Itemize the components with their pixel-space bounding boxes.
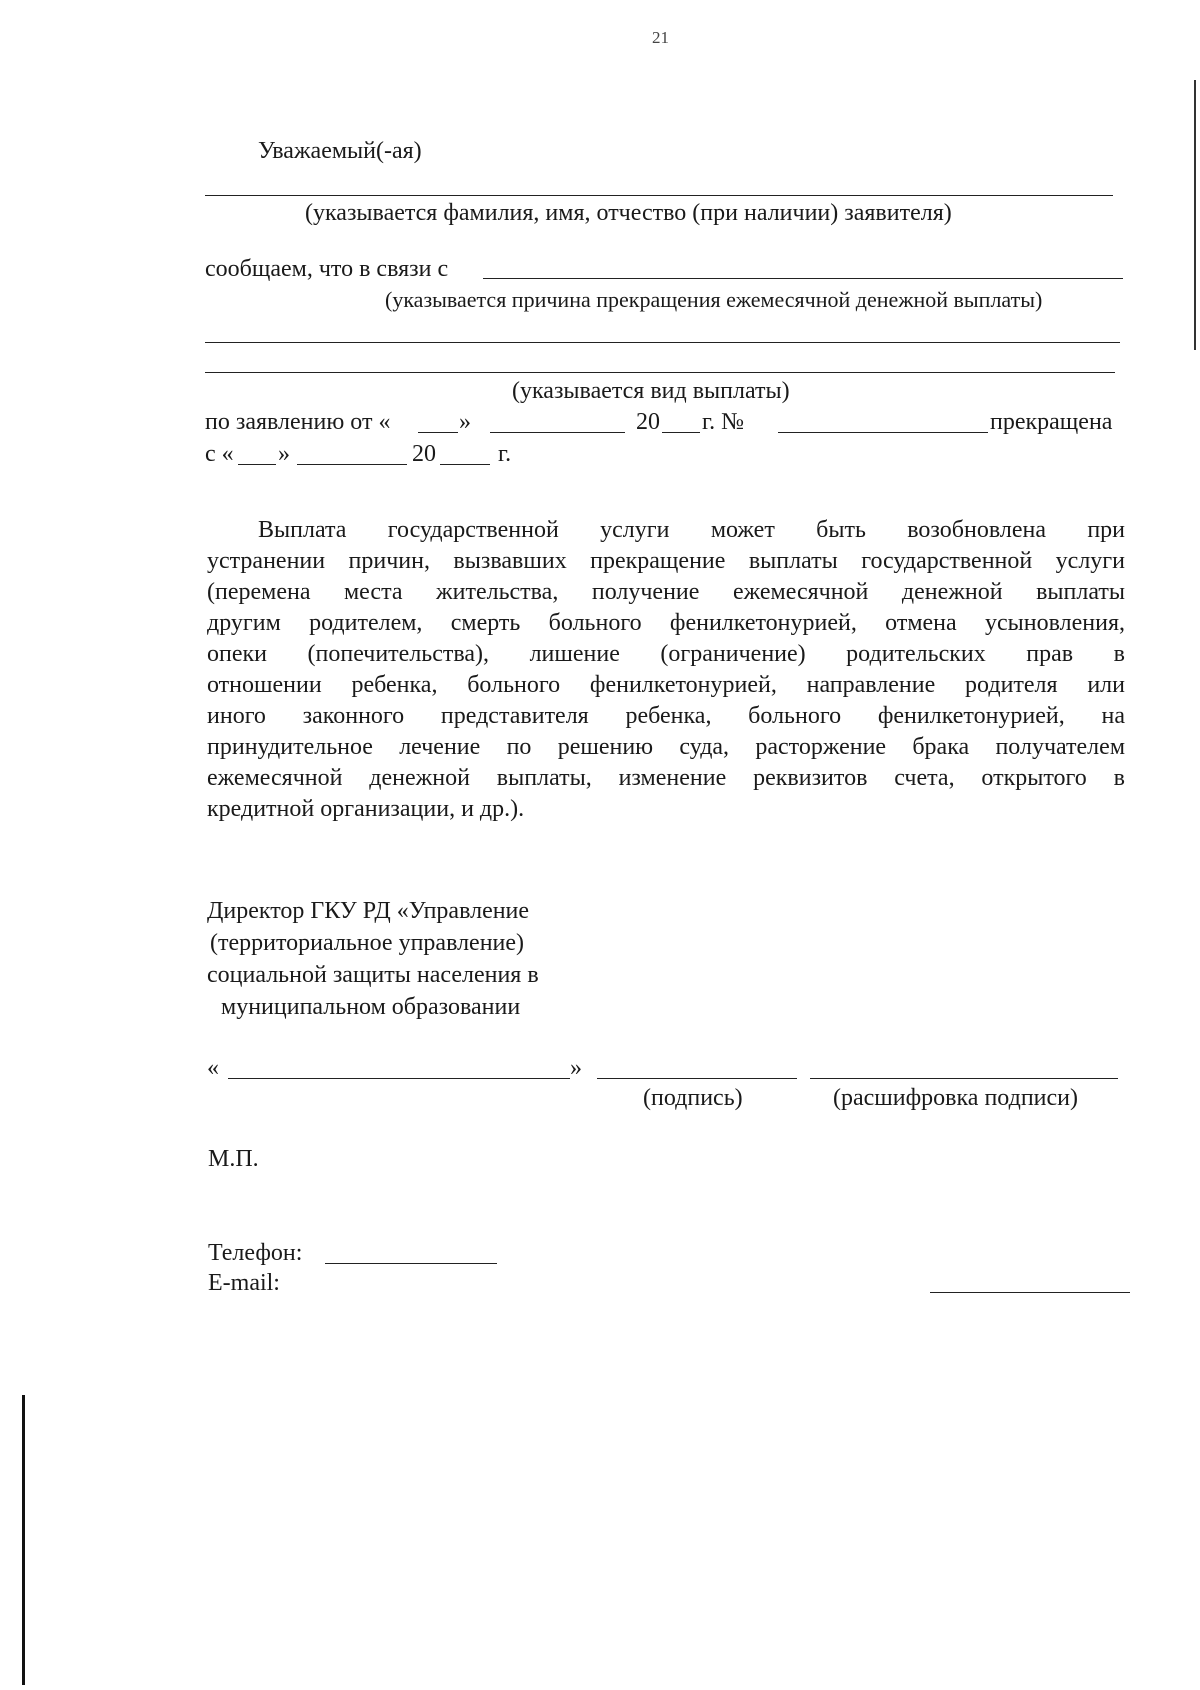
payment-caption: (указывается вид выплаты) <box>512 378 790 404</box>
statement-day-blank <box>418 432 458 433</box>
body-line: устранении причин, вызвавших прекращение выплаты государственной услуги <box>207 548 1125 574</box>
director-line: (территориальное управление) <box>210 930 525 956</box>
page-number: 21 <box>652 28 669 47</box>
date-quote-open: « <box>207 1055 219 1081</box>
stamp-mark: М.П. <box>208 1146 259 1172</box>
statement-year-suffix: г. № <box>702 409 745 435</box>
body-line: другим родителем, смерть больного фенилкетонурией, отмена усыновления, <box>207 610 1125 636</box>
from-prefix: с « <box>205 441 234 467</box>
phone-label: Телефон: <box>208 1240 303 1266</box>
date-blank <box>228 1078 570 1079</box>
director-line: социальной защиты населения в <box>207 962 539 988</box>
body-line: иного законного представителя ребенка, больного фенилкетонурией, на <box>207 703 1125 729</box>
from-month-blank <box>297 464 407 465</box>
statement-year-prefix: 20 <box>636 409 660 435</box>
body-line: отношении ребенка, больного фенилкетонурией, направление родителя или <box>207 672 1125 698</box>
fio-caption: (указывается фамилия, имя, отчество (при наличии) заявителя) <box>305 200 952 226</box>
director-line: муниципальном образовании <box>221 994 521 1020</box>
statement-number-blank <box>778 432 988 433</box>
reason-line <box>483 278 1123 279</box>
phone-blank <box>325 1263 497 1264</box>
decryption-caption: (расшифровка подписи) <box>833 1085 1078 1111</box>
body-line: Выплата государственной услуги может быть возобновлена при <box>258 517 1125 543</box>
statement-month-blank <box>490 432 625 433</box>
from-quote-close: » <box>278 441 290 467</box>
statement-year-blank <box>662 432 700 433</box>
statement-suffix: прекращена <box>990 409 1113 435</box>
date-quote-close: » <box>570 1055 582 1081</box>
statement-quote-close: » <box>459 409 471 435</box>
from-year-prefix: 20 <box>412 441 436 467</box>
body-line: опеки (попечительства), лишение (ограничение) родительских прав в <box>207 641 1125 667</box>
from-year-blank <box>440 464 490 465</box>
payment-line-1 <box>205 342 1120 343</box>
from-day-blank <box>238 464 276 465</box>
payment-line-2 <box>205 372 1115 373</box>
fio-line <box>205 195 1113 196</box>
signature-blank <box>597 1078 797 1079</box>
signature-caption: (подпись) <box>643 1085 743 1111</box>
body-line: (перемена места жительства, получение ежемесячной денежной выплаты <box>207 579 1125 605</box>
director-line: Директор ГКУ РД «Управление <box>207 898 530 924</box>
scan-edge-left <box>22 1395 25 1685</box>
decryption-blank <box>810 1078 1118 1079</box>
greeting: Уважаемый(-ая) <box>258 138 422 164</box>
body-line: ежемесячной денежной выплаты, изменение реквизитов счета, открытого в <box>207 765 1125 791</box>
statement-prefix: по заявлению от « <box>205 409 391 435</box>
body-line: кредитной организации, и др.). <box>207 796 525 822</box>
scan-edge-right <box>1194 80 1196 350</box>
from-year-suffix: г. <box>498 441 512 467</box>
email-blank <box>930 1292 1130 1293</box>
reason-caption: (указывается причина прекращения ежемесячной денежной выплаты) <box>385 287 1043 312</box>
body-line: принудительное лечение по решению суда, расторжение брака получателем <box>207 734 1125 760</box>
email-label: E-mail: <box>208 1270 280 1296</box>
reason-prefix: сообщаем, что в связи с <box>205 256 449 282</box>
